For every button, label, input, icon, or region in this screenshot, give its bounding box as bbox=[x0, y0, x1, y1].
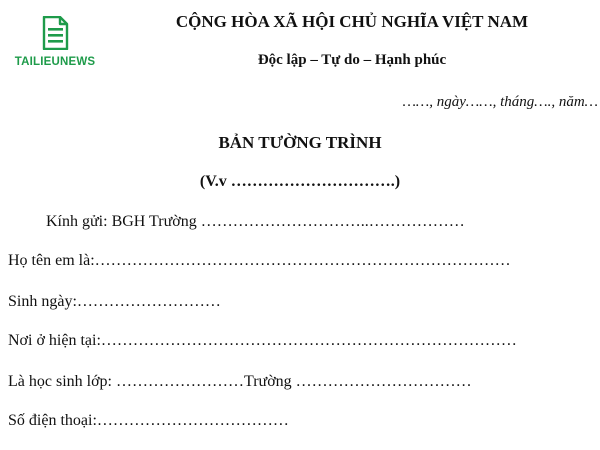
recipient-line: Kính gửi: BGH Trường …………………………..……………… bbox=[46, 213, 465, 230]
date-line: ……, ngày……, tháng…., năm… bbox=[402, 94, 598, 110]
class-school-line: Là học sinh lớp: ……………………Trường …………………………… bbox=[8, 373, 472, 390]
national-title: CỘNG HÒA XÃ HỘI CHỦ NGHĨA VIỆT NAM bbox=[175, 12, 529, 31]
document-subject: (V.v ………………………….) bbox=[199, 173, 401, 190]
document-title: BẢN TƯỜNG TRÌNH bbox=[218, 133, 382, 152]
logo-text: TAILIEUNEWS bbox=[14, 56, 96, 68]
address-line: Nơi ở hiện tại:…………………………………………………………………… bbox=[8, 332, 517, 349]
dob-line: Sinh ngày:……………………… bbox=[8, 293, 221, 310]
document-icon bbox=[40, 16, 70, 50]
site-logo bbox=[12, 16, 98, 76]
fullname-line: Họ tên em là:…………………………………………………………………… bbox=[8, 252, 511, 269]
phone-line: Số điện thoại:……………………………… bbox=[8, 412, 289, 429]
national-motto: Độc lập – Tự do – Hạnh phúc bbox=[257, 52, 447, 68]
